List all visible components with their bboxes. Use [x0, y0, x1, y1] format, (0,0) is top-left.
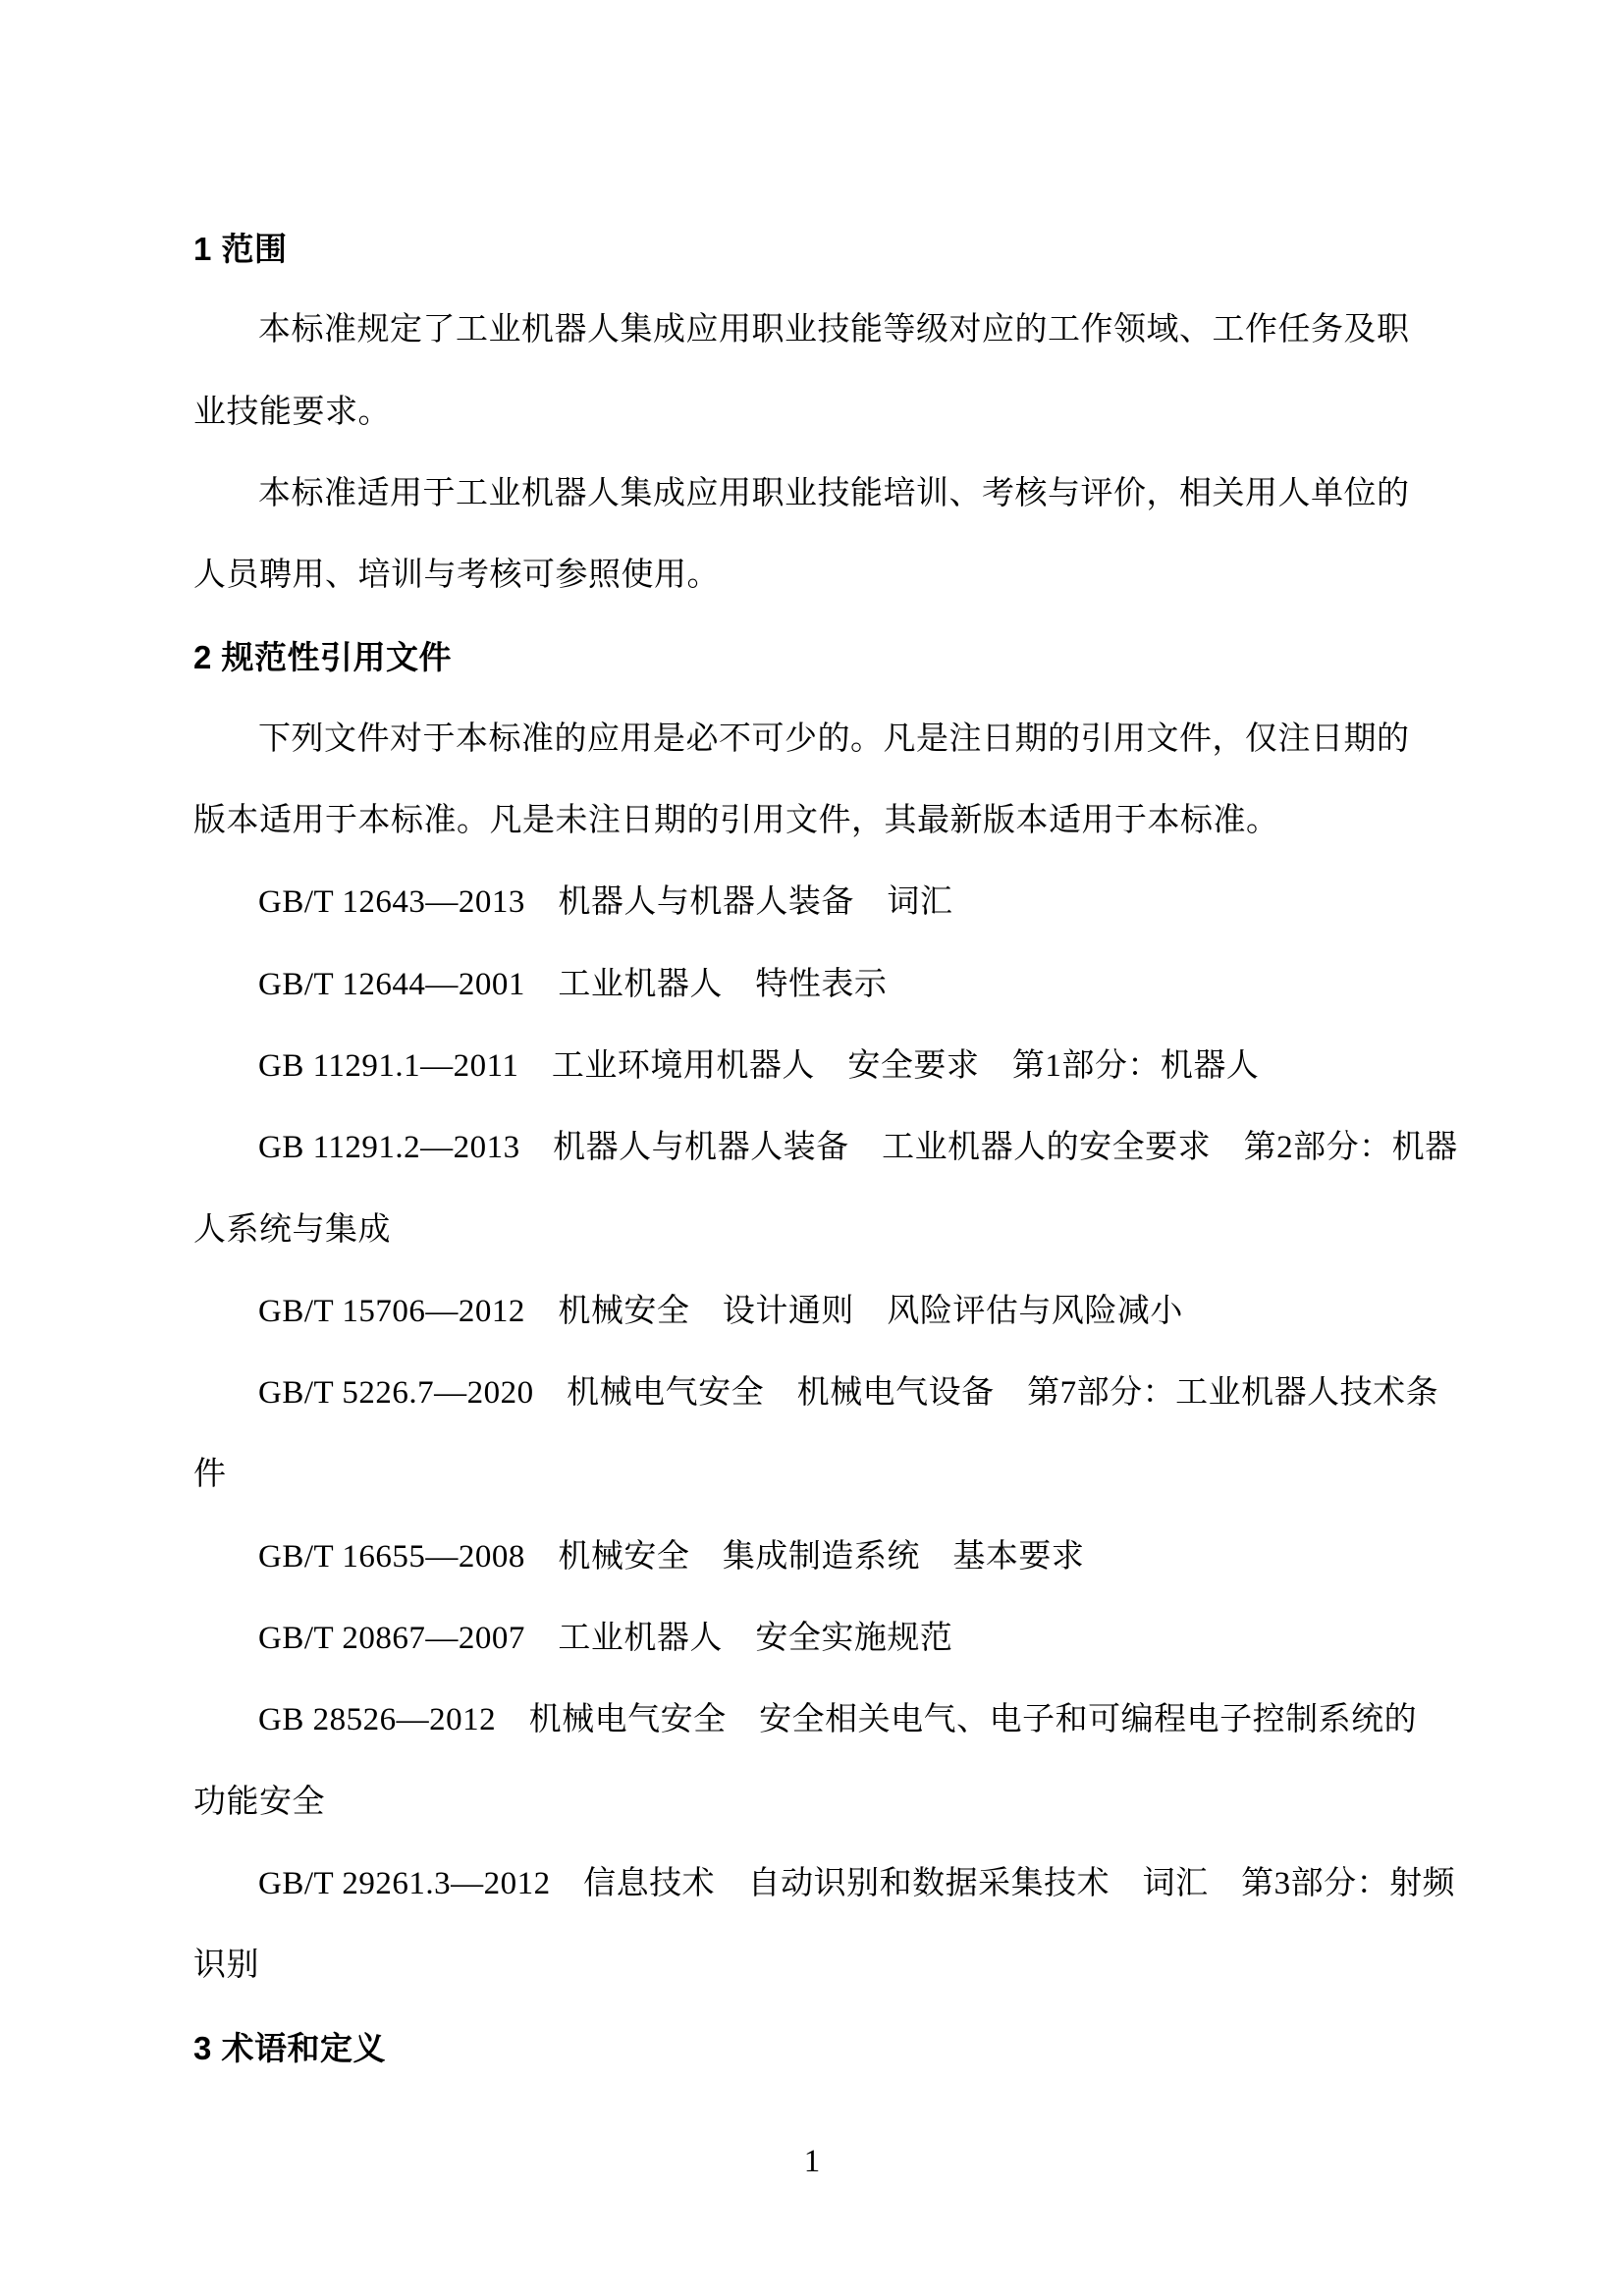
- reference-gb-11291-2-line-1: GB 11291.2—2013 机器人与机器人装备 工业机器人的安全要求 第2部分：机器: [258, 1130, 1458, 1166]
- reference-gb-11291-2-line-2: 人系统与集成: [193, 1211, 391, 1248]
- reference-gb-28526-line-1: GB 28526—2012 机械电气安全 安全相关电气、电子和可编程电子控制系统的: [258, 1702, 1418, 1738]
- page-number: 1: [803, 2144, 821, 2179]
- reference-gbt-15706: GB/T 15706—2012 机械安全 设计通则 风险评估与风险减小: [258, 1293, 1183, 1329]
- heading-section-2-normative-references: 2 规范性引用文件: [193, 639, 453, 676]
- heading-section-1-scope: 1 范围: [193, 231, 288, 267]
- reference-gb-11291-1: GB 11291.1—2011 工业环境用机器人 安全要求 第1部分：机器人: [258, 1047, 1260, 1084]
- heading-section-3-terms-definitions: 3 术语和定义: [193, 2029, 387, 2066]
- reference-gbt-5226-7-line-2: 件: [193, 1457, 227, 1493]
- reference-gbt-12643: GB/T 12643—2013 机器人与机器人装备 词汇: [258, 884, 953, 921]
- reference-gbt-20867: GB/T 20867—2007 工业机器人 安全实施规范: [258, 1621, 953, 1657]
- document-body: [193, 208, 1458, 2089]
- reference-gbt-29261-3-line-1: GB/T 29261.3—2012 信息技术 自动识别和数据采集技术 词汇 第3部分：射频: [258, 1865, 1456, 1901]
- reference-gbt-29261-3-line-2: 识别: [193, 1948, 259, 1984]
- scope-para-2-line-1: 本标准适用于工业机器人集成应用职业技能培训、考核与评价，相关用人单位的: [258, 475, 1410, 511]
- references-intro-line-1: 下列文件对于本标准的应用是必不可少的。凡是注日期的引用文件，仅注日期的: [258, 721, 1410, 757]
- reference-gbt-5226-7-line-1: GB/T 5226.7—2020 机械电气安全 机械电气设备 第7部分：工业机器人技术条: [258, 1375, 1439, 1412]
- reference-gb-28526-line-2: 功能安全: [193, 1784, 325, 1820]
- references-intro-line-2: 版本适用于本标准。凡是未注日期的引用文件，其最新版本适用于本标准。: [193, 803, 1279, 839]
- scope-para-2-line-2: 人员聘用、培训与考核可参照使用。: [193, 558, 720, 594]
- reference-gbt-16655: GB/T 16655—2008 机械安全 集成制造系统 基本要求: [258, 1538, 1085, 1575]
- scope-para-1-line-1: 本标准规定了工业机器人集成应用职业技能等级对应的工作领域、工作任务及职: [258, 312, 1410, 348]
- scope-para-1-line-2: 业技能要求。: [193, 394, 391, 430]
- reference-gbt-12644: GB/T 12644—2001 工业机器人 特性表示: [258, 966, 888, 1002]
